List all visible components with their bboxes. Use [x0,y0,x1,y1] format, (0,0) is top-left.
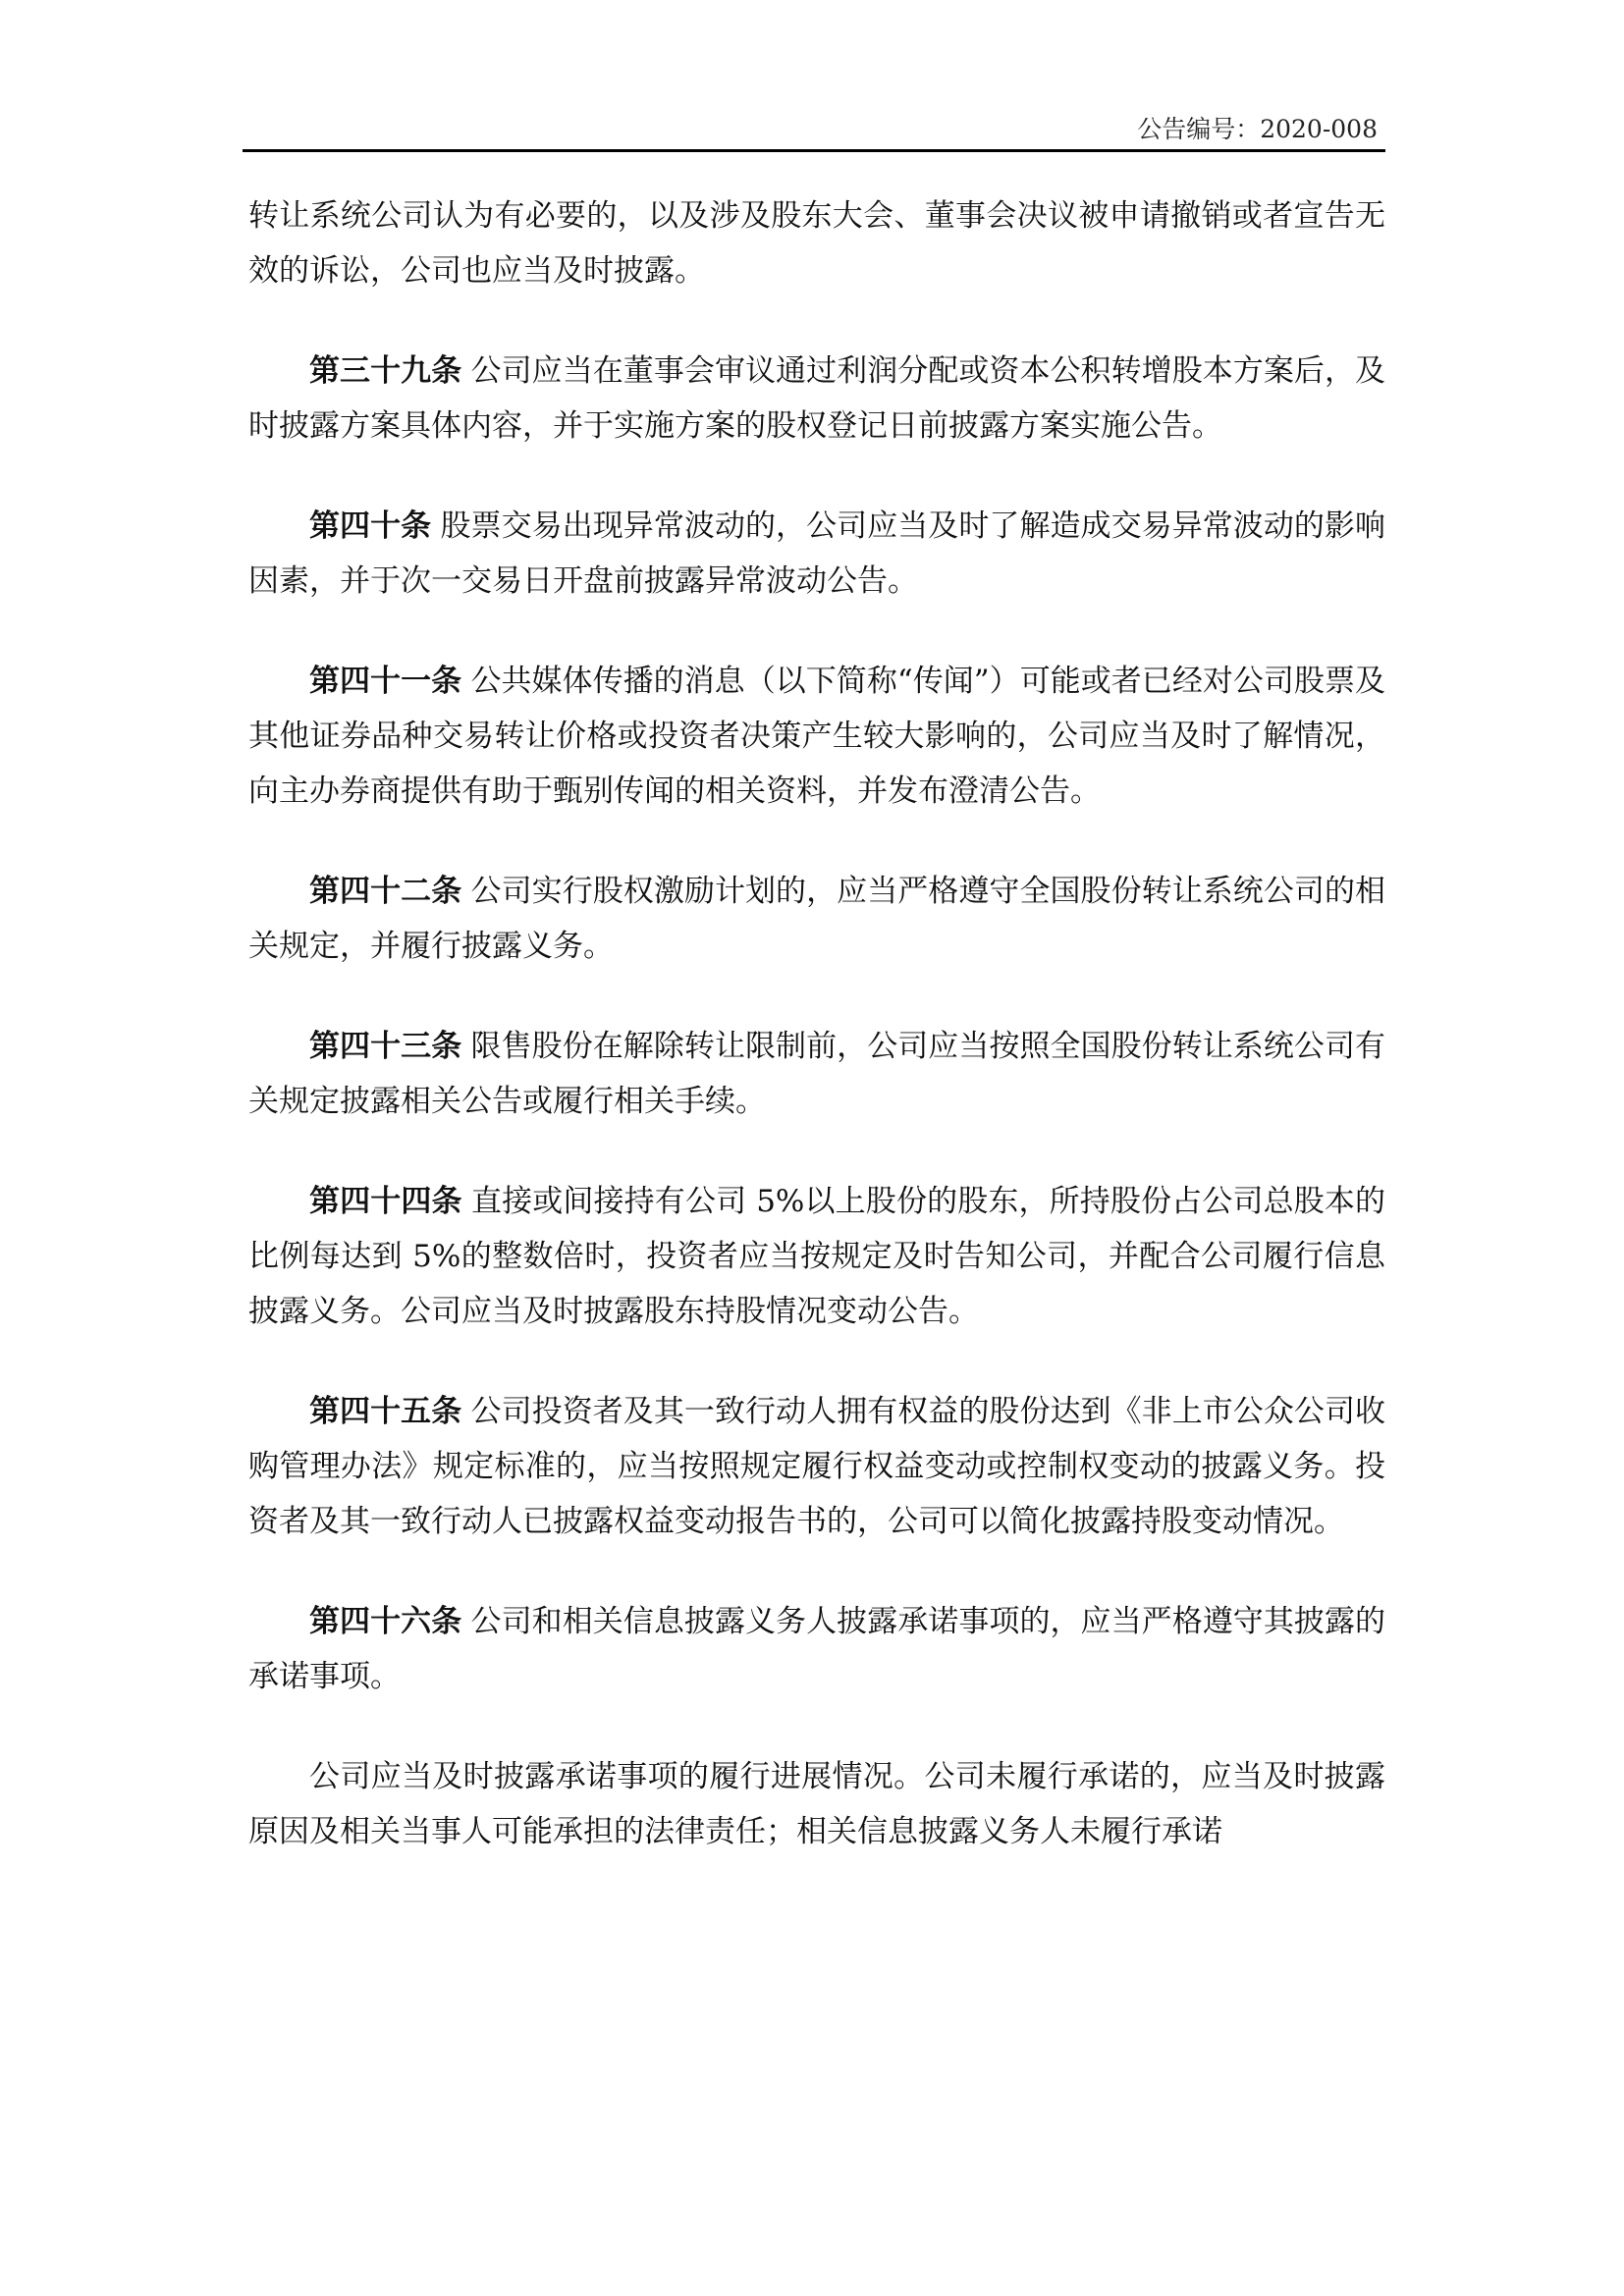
paragraph-text: 转让系统公司认为有必要的，以及涉及股东大会、董事会决议被申请撤销或者宣告无效的诉讼，公司也应当及时披露。 [248,198,1385,289]
paragraph-text: 公司应当及时披露承诺事项的履行进展情况。公司未履行承诺的，应当及时披露原因及相关当事人可能承担的法律责任；相关信息披露义务人未履行承诺 [248,1759,1385,1849]
article-label: 第四十二条 [309,874,462,909]
article-text: 公司投资者及其一致行动人拥有权益的股份达到《非上市公众公司收购管理办法》规定标准的，应当按照规定履行权益变动或控制权变动的披露义务。投资者及其一致行动人已披露权益变动报告书的，公司可以简化披露持股变动情况。 [248,1394,1385,1539]
article-39 [248,344,1385,454]
paragraph-continuation [248,188,1385,298]
article-43 [248,1019,1385,1129]
document-body [248,188,1385,1859]
article-46-continuation [248,1749,1385,1859]
page-header [243,116,1385,152]
article-label: 第四十五条 [309,1394,462,1429]
article-text: 公共媒体传播的消息（以下简称“传闻”）可能或者已经对公司股票及其他证券品种交易转让价格或投资者决策产生较大影响的，公司应当及时了解情况，向主办券商提供有助于甄别传闻的相关资料，并发布澄清公告。 [248,664,1386,809]
article-text: 公司实行股权激励计划的，应当严格遵守全国股份转让系统公司的相关规定，并履行披露义务。 [248,874,1385,964]
article-42 [248,864,1385,974]
announcement-number: 公告编号：2020-008 [1137,115,1378,143]
article-41 [248,654,1385,819]
article-label: 第四十条 [309,508,432,544]
article-label: 第三十九条 [309,353,462,389]
article-label: 第四十四条 [309,1184,462,1219]
article-text: 股票交易出现异常波动的，公司应当及时了解造成交易异常波动的影响因素，并于次一交易日开盘前披露异常波动公告。 [248,508,1385,599]
article-label: 第四十三条 [309,1029,462,1064]
article-text: 公司应当在董事会审议通过利润分配或资本公积转增股本方案后，及时披露方案具体内容，并于实施方案的股权登记日前披露方案实施公告。 [248,353,1385,444]
article-text: 限售股份在解除转让限制前，公司应当按照全国股份转让系统公司有关规定披露相关公告或履行相关手续。 [248,1029,1385,1119]
article-text: 公司和相关信息披露义务人披露承诺事项的，应当严格遵守其披露的承诺事项。 [248,1604,1385,1694]
article-45 [248,1384,1385,1549]
article-label: 第四十六条 [309,1604,462,1639]
article-46 [248,1594,1385,1704]
article-40 [248,499,1385,609]
article-text: 直接或间接持有公司 5%以上股份的股东，所持股份占公司总股本的比例每达到 5%的整数倍时，投资者应当按规定及时告知公司，并配合公司履行信息披露义务。公司应当及时披露股东持股情况变动公告。 [248,1184,1385,1329]
article-label: 第四十一条 [309,664,462,699]
article-44 [248,1174,1385,1339]
